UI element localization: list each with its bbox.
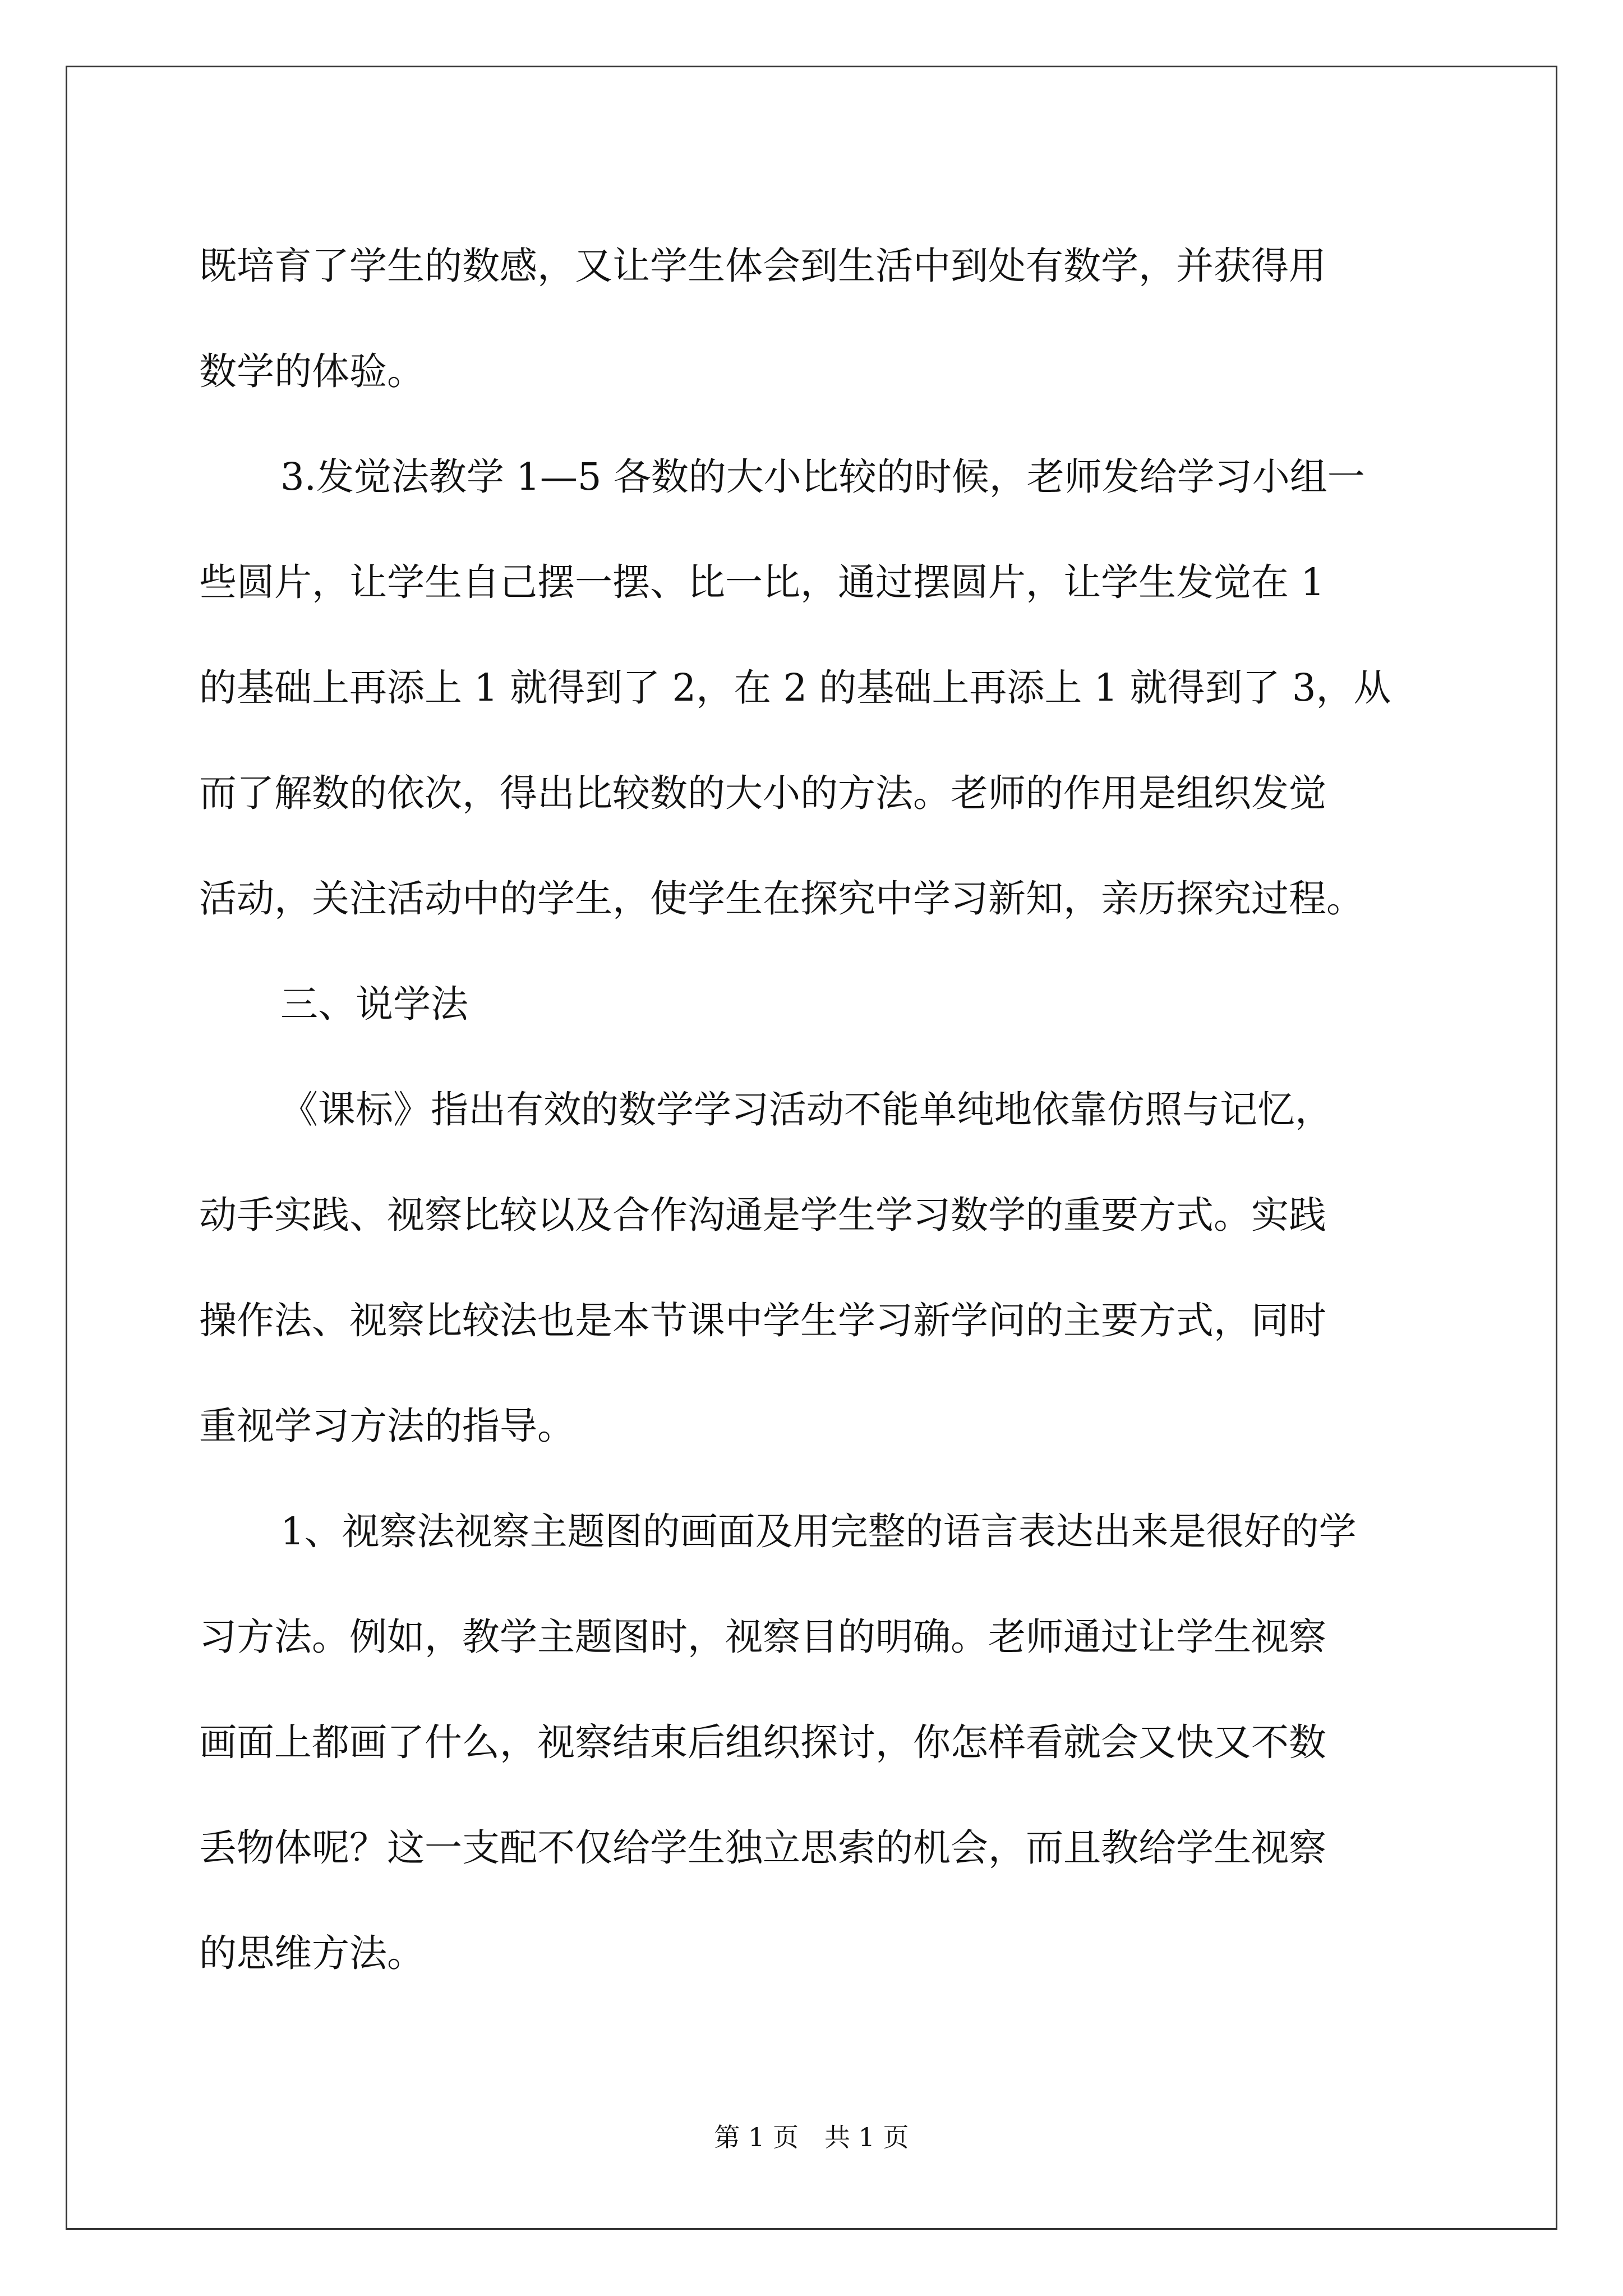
page-number-current: 第 1 页 bbox=[714, 2122, 799, 2152]
text-line-13: 1、视察法视察主题图的画面及用完整的语言表达出来是很好的学 bbox=[280, 1510, 1357, 1553]
text-line-15: 画面上都画了什么，视察结束后组织探讨，你怎样看就会又快又不数 bbox=[199, 1720, 1326, 1764]
text-line-6: 而了解数的依次，得出比较数的大小的方法。老师的作用是组织发觉 bbox=[199, 771, 1326, 815]
text-line-17: 的思维方法。 bbox=[199, 1931, 425, 1975]
text-line-7: 活动，关注活动中的学生，使学生在探究中学习新知，亲历探究过程。 bbox=[199, 877, 1364, 921]
text-line-4: 些圆片，让学生自己摆一摆、比一比，通过摆圆片，让学生发觉在 1 bbox=[199, 560, 1325, 604]
text-line-10: 动手实践、视察比较以及合作沟通是学生学习数学的重要方式。实践 bbox=[199, 1193, 1326, 1237]
text-line-14: 习方法。例如，教学主题图时，视察目的明确。老师通过让学生视察 bbox=[199, 1615, 1326, 1659]
section-heading: 三、说学法 bbox=[280, 982, 468, 1026]
document-body bbox=[199, 213, 1427, 2006]
text-line-16: 丢物体呢？这一支配不仅给学生独立思索的机会，而且教给学生视察 bbox=[199, 1826, 1326, 1870]
text-line-12: 重视学习方法的指导。 bbox=[199, 1404, 575, 1448]
text-line-1: 既培育了学生的数感，又让学生体会到生活中到处有数学，并获得用 bbox=[199, 244, 1326, 288]
text-line-5: 的基础上再添上 1 就得到了 2，在 2 的基础上再添上 1 就得到了 3，从 bbox=[199, 666, 1391, 710]
text-line-3: 3.发觉法教学 1—5 各数的大小比较的时候，老师发给学习小组一 bbox=[280, 455, 1365, 499]
text-line-11: 操作法、视察比较法也是本节课中学生学习新学问的主要方式，同时 bbox=[199, 1299, 1326, 1342]
page-footer bbox=[0, 2120, 1623, 2154]
page-number-total: 共 1 页 bbox=[824, 2122, 909, 2152]
text-line-2: 数学的体验。 bbox=[199, 349, 425, 393]
text-line-9: 《课标》指出有效的数学学习活动不能单纯地依靠仿照与记忆， bbox=[280, 1088, 1332, 1131]
